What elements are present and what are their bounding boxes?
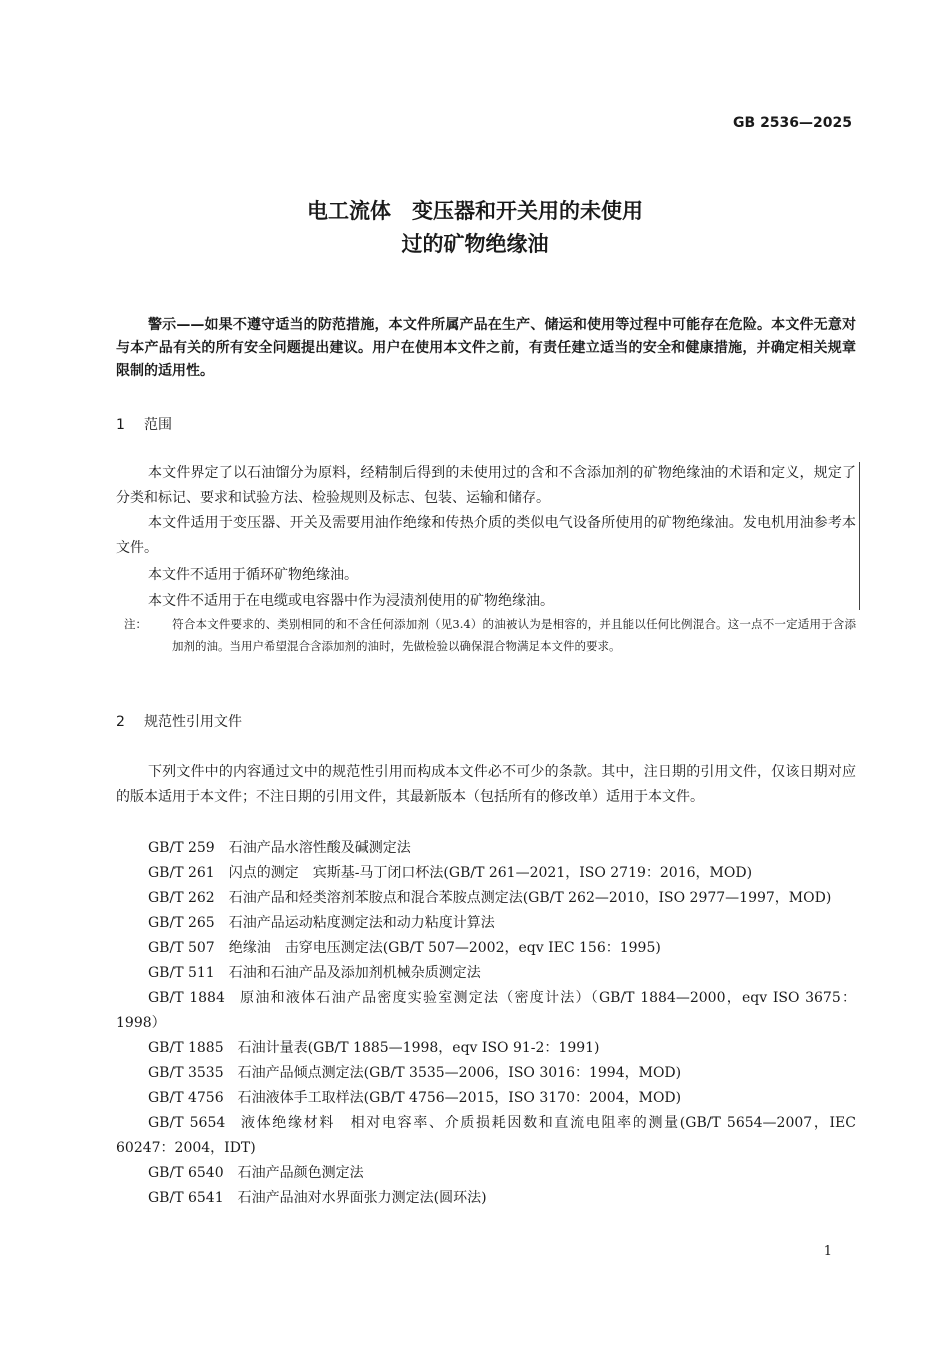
reference-item [116,961,856,986]
references-intro: 下列文件中的内容通过文中的规范性引用而构成本文件必不可少的条款。其中，注日期的引用文件，仅该日期对应的版本适用于本文件；不注日期的引用文件，其最新版本（包括所有的修改单）适用于本文件。 [116,764,856,805]
reference-title: 石油产品水溶性酸及碱测定法 [228,840,411,856]
reference-title: 石油产品油对水界面张力测定法(圆环法) [237,1190,487,1206]
reference-item [116,1061,856,1086]
reference-code: GB/T 4756 [148,1090,224,1106]
reference-code: GB/T 5654 [148,1115,226,1131]
scope-paragraph-2: 本文件适用于变压器、开关及需要用油作绝缘和传热介质的类似电气设备所使用的矿物绝缘油。发电机用油参考本文件。 [116,515,856,556]
reference-code: GB/T 261 [148,865,215,881]
document-code: GB 2536—2025 [733,115,852,131]
reference-code: GB/T 1885 [148,1040,224,1056]
reference-code: GB/T 507 [148,940,215,956]
section-number: 2 [116,714,125,730]
reference-title: 石油产品运动粘度测定法和动力粘度计算法 [228,915,495,931]
reference-item [116,861,856,886]
scope-paragraph-4: 本文件不适用于在电缆或电容器中作为浸渍剂使用的矿物绝缘油。 [148,593,554,609]
section-title: 范围 [144,417,172,433]
reference-item [116,1086,856,1111]
scope-paragraph-3: 本文件不适用于循环矿物绝缘油。 [148,567,358,583]
reference-code: GB/T 1884 [148,990,225,1006]
document-title [0,195,950,261]
change-bar [859,462,860,610]
safety-warning: 警示——如果不遵守适当的防范措施，本文件所属产品在生产、储运和使用等过程中可能存在危险。本文件无意对与本产品有关的所有安全问题提出建议。用户在使用本文件之前，有责任建立适当的安全和健康措施，并确定相关规章限制的适用性。 [116,317,856,379]
reference-item [116,886,856,911]
reference-title: 闪点的测定 宾斯基-马丁闭口杯法(GB/T 261—2021，ISO 2719：2016，MOD) [228,865,753,881]
reference-item [116,911,856,936]
reference-item [116,1036,856,1061]
reference-item [116,986,856,1036]
reference-code: GB/T 6541 [148,1190,224,1206]
page-number: 1 [823,1244,832,1259]
scope-note [124,614,856,657]
reference-item [116,1186,856,1211]
reference-list [116,836,856,1211]
title-line-1: 电工流体 变压器和开关用的未使用 [307,199,643,223]
reference-item [116,1111,856,1161]
section-number: 1 [116,417,125,433]
reference-title: 石油液体手工取样法(GB/T 4756—2015，ISO 3170：2004，MOD) [237,1090,682,1106]
reference-item [116,836,856,861]
reference-title: 石油产品和烃类溶剂苯胺点和混合苯胺点测定法(GB/T 262—2010，ISO 2977—1997，MOD) [228,890,832,906]
reference-code: GB/T 6540 [148,1165,224,1181]
reference-code: GB/T 259 [148,840,215,856]
reference-title: 石油产品倾点测定法(GB/T 3535—2006，ISO 3016：1994，MOD) [237,1065,682,1081]
reference-item [116,1161,856,1186]
reference-title: 绝缘油 击穿电压测定法(GB/T 507—2002，eqv IEC 156：1995) [228,940,661,956]
title-line-2: 过的矿物绝缘油 [401,232,549,256]
section-2-heading [116,711,242,731]
reference-title: 原油和液体石油产品密度实验室测定法（密度计法）（GB/T 1884—2000，eqv ISO 3675：1998） [116,990,856,1031]
reference-title: 石油和石油产品及添加剂机械杂质测定法 [228,965,481,981]
reference-code: GB/T 262 [148,890,215,906]
reference-code: GB/T 511 [148,965,215,981]
reference-title: 液体绝缘材料 相对电容率、介质损耗因数和直流电阻率的测量(GB/T 5654—2007，IEC 60247：2004，IDT) [116,1115,856,1156]
reference-item [116,936,856,961]
note-text: 符合本文件要求的、类别相同的和不含任何添加剂（见3.4）的油被认为是相容的，并且能以任何比例混合。这一点不一定适用于含添加剂的油。当用户希望混合含添加剂的油时，先做检验以确保混合物满足本文件的要求。 [172,617,856,653]
section-1-heading [116,414,172,434]
section-title: 规范性引用文件 [144,714,242,730]
reference-code: GB/T 3535 [148,1065,224,1081]
reference-title: 石油计量表(GB/T 1885—1998，eqv ISO 91-2：1991) [237,1040,600,1056]
scope-paragraph-1: 本文件界定了以石油馏分为原料，经精制后得到的未使用过的含和不含添加剂的矿物绝缘油的术语和定义，规定了分类和标记、要求和试验方法、检验规则及标志、包装、运输和储存。 [116,465,856,506]
reference-title: 石油产品颜色测定法 [237,1165,364,1181]
note-label: 注： [124,617,147,631]
reference-code: GB/T 265 [148,915,215,931]
